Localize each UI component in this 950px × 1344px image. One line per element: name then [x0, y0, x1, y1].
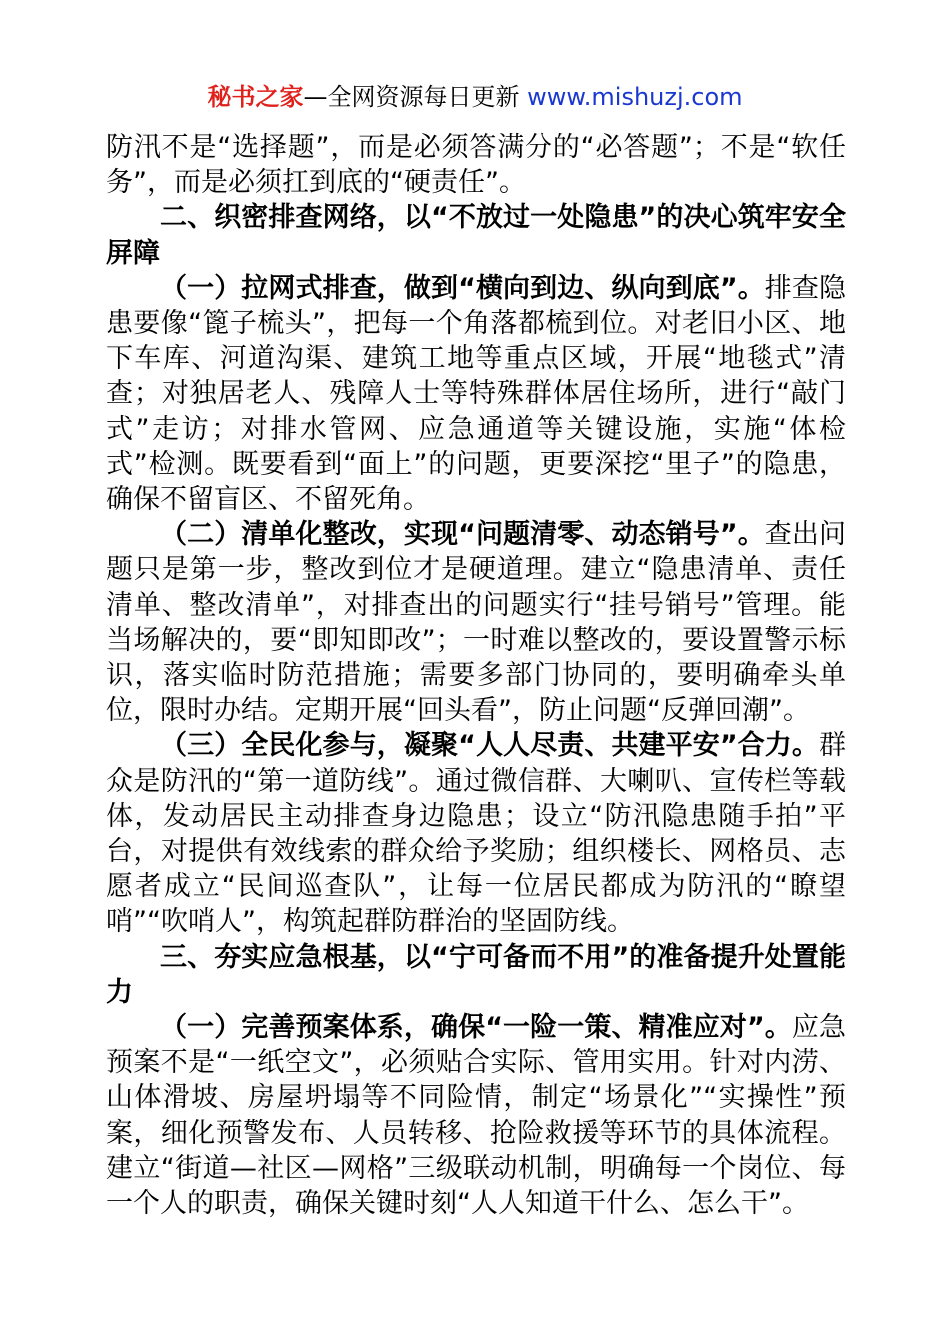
paragraph-2-3 — [106, 728, 846, 939]
paragraph-text: 排查隐患要像“篦子梳头”，把每一个角落都梳到位。对老旧小区、地下车库、河道沟渠、建筑工地等重点区域，开展“地毯式”清查；对独居老人、残障人士等特殊群体居住场所，进行“敲门式”走访；对排水管网、应急通道等关键设施，实施“体检式”检测。既要看到“面上”的问题，更要深挖“里子”的隐患，确保不留盲区、不留死角。 — [106, 272, 846, 516]
document-body — [106, 130, 846, 1221]
paragraph-2-2 — [106, 517, 846, 728]
paragraph-lead: （一）拉网式排查，做到“横向到边、纵向到底”。 — [160, 272, 765, 304]
paragraph-text: 群众是防汛的“第一道防线”。通过微信群、大喇叭、宣传栏等载体，发动居民主动排查身边隐患；设立“防汛隐患随手拍”平台，对提供有效线索的群众给予奖励；组织楼长、网格员、志愿者成立“民间巡查队”，让每一位居民都成为防汛的“瞭望哨”“吹哨人”，构筑起群防群治的坚固防线。 — [106, 730, 846, 938]
section-heading-2: 二、织密排查网络，以“不放过一处隐患”的决心筑牢安全屏障 — [106, 202, 846, 269]
page-header — [0, 80, 950, 114]
paragraph-3-1 — [106, 1010, 846, 1221]
paragraph-lead: （一）完善预案体系，确保“一险一策、精准应对”。 — [160, 1012, 792, 1044]
paragraph-lead: （三）全民化参与，凝聚“人人尽责、共建平安”合力。 — [160, 730, 819, 762]
header-tagline: —全网资源每日更新 — [303, 83, 520, 111]
paragraph-continuation — [106, 130, 846, 200]
brand-name: 秘书之家 — [207, 83, 304, 111]
paragraph-2-1 — [106, 271, 846, 517]
paragraph-lead: （二）清单化整改，实现“问题清零、动态销号”。 — [160, 519, 765, 551]
paragraph-text: 防汛不是“选择题”，而是必须答满分的“必答题”；不是“软任务”，而是必须扛到底的“硬责任”。 — [106, 132, 846, 199]
section-heading-3: 三、夯实应急根基，以“宁可备而不用”的准备提升处置能力 — [106, 941, 846, 1008]
paragraph-text: 查出问题只是第一步，整改到位才是硬道理。建立“隐患清单、责任清单、整改清单”，对排查出的问题实行“挂号销号”管理。能当场解决的，要“即知即改”；一时难以整改的，要设置警示标识，落实临时防范措施；需要多部门协同的，要明确牵头单位，限时办结。定期开展“回头看”，防止问题“反弹回潮”。 — [106, 519, 846, 727]
header-url[interactable]: www.mishuzj.com — [527, 83, 743, 111]
paragraph-text: 应急预案不是“一纸空文”，必须贴合实际、管用实用。针对内涝、山体滑坡、房屋坍塌等不同险情，制定“场景化”“实操性”预案，细化预警发布、人员转移、抢险救援等环节的具体流程。建立“街道—社区—网格”三级联动机制，明确每一个岗位、每一个人的职责，确保关键时刻“人人知道干什么、怎么干”。 — [106, 1012, 846, 1220]
